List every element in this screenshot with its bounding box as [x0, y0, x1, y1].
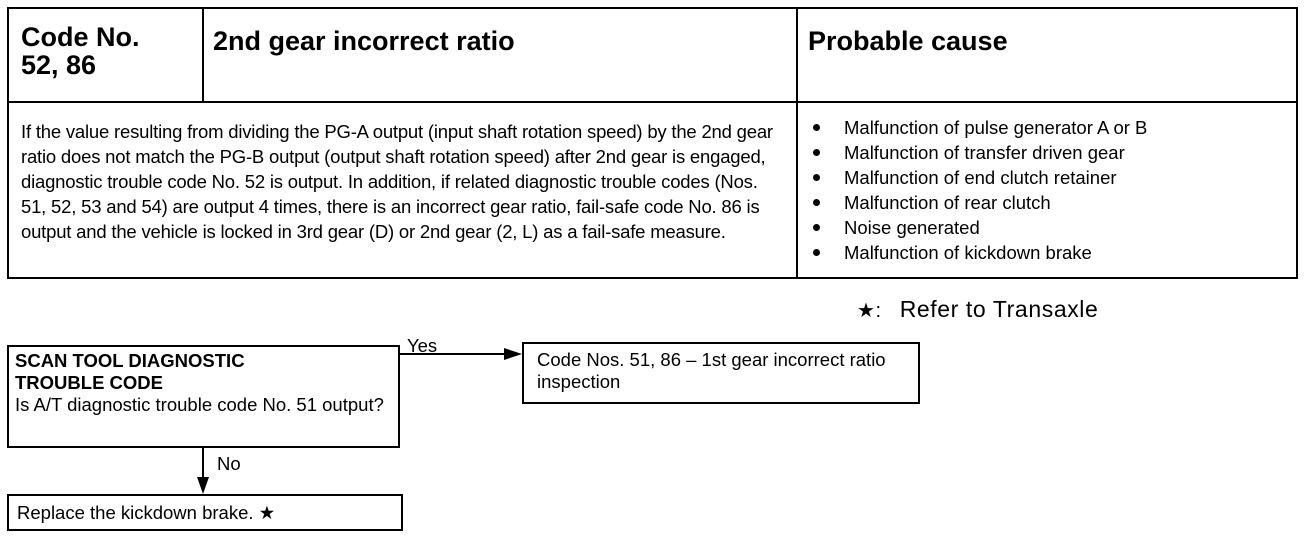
flow-step-scan-tool	[7, 345, 400, 448]
step-title: TROUBLE CODE	[15, 372, 163, 393]
code-numbers: 52, 86	[21, 50, 97, 80]
list-item: Malfunction of rear clutch	[810, 190, 1298, 215]
legend-note	[857, 296, 1098, 323]
list-item: Malfunction of pulse generator A or B	[810, 115, 1298, 140]
flow-result-yes: Code Nos. 51, 86 – 1st gear incorrect ratio inspection	[522, 342, 920, 404]
code-no-label: Code No.	[21, 22, 140, 52]
list-item: Malfunction of kickdown brake	[810, 240, 1298, 265]
yes-arrow-head	[504, 348, 522, 360]
step-question: Is A/T diagnostic trouble code No. 51 output?	[15, 394, 384, 415]
probable-cause-header: Probable cause	[808, 26, 1008, 56]
code-number-header	[9, 9, 204, 102]
step-title: SCAN TOOL DIAGNOSTIC	[15, 350, 245, 371]
trouble-code-table	[7, 7, 1298, 279]
page-title: 2nd gear incorrect ratio	[213, 26, 515, 56]
star-icon: ★:	[857, 300, 882, 322]
description-text: If the value resulting from dividing the PG-A output (input shaft rotation speed) by the 2nd gear ratio does not match the PG-B output (output shaft rotation speed) after 2nd gear is engaged, diagnostic trouble code No. 52 is output. In addition, if related diagnostic trouble codes (Nos. 51, 52, 53 and 54) are output 4 times, there is an incorrect gear ratio, fail-safe code No. 86 is output and the vehicle is locked in 3rd gear (D) or 2nd gear (2, L) as a fail-safe measure.	[21, 121, 773, 242]
list-item: Malfunction of transfer driven gear	[810, 140, 1298, 165]
list-item: Malfunction of end clutch retainer	[810, 165, 1298, 190]
list-item: Noise generated	[810, 215, 1298, 240]
flow-result-no: Replace the kickdown brake. ★	[7, 494, 403, 531]
no-arrow-head	[197, 477, 209, 494]
yes-label: Yes	[407, 335, 438, 356]
probable-cause-list	[798, 102, 1298, 279]
no-label: No	[217, 453, 241, 474]
legend-text: Refer to Transaxle	[899, 296, 1099, 322]
